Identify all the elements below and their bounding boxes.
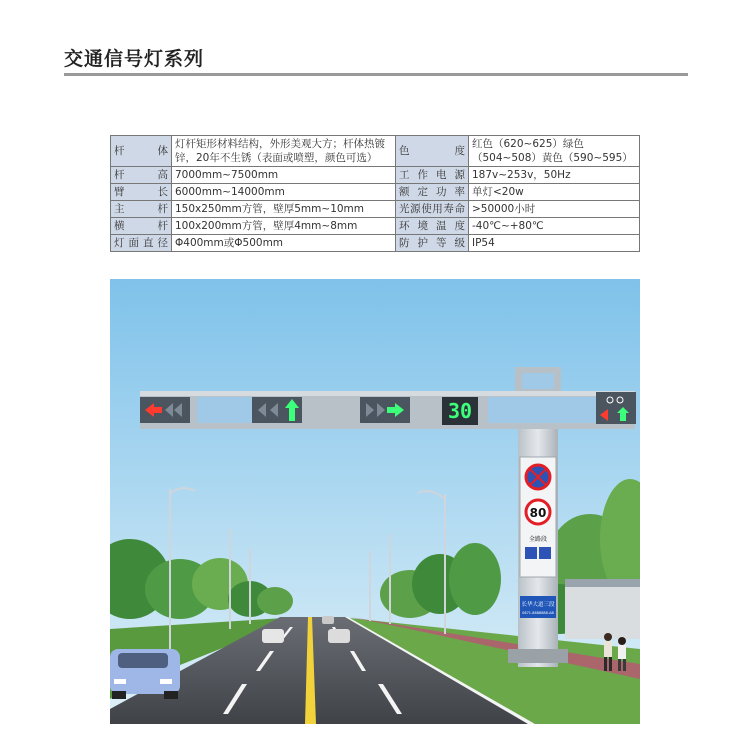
- spec-label: 横杆: [111, 218, 172, 235]
- spec-label: 色度: [396, 136, 469, 167]
- spec-value: 7000mm~7500mm: [172, 167, 396, 184]
- spec-label: 光源使用寿命: [396, 201, 469, 218]
- spec-value: 单灯<20w: [469, 184, 640, 201]
- table-row: [111, 201, 640, 218]
- svg-text:全路段: 全路段: [528, 536, 548, 543]
- spec-value: 187v~253v，50Hz: [469, 167, 640, 184]
- table-row: [111, 136, 640, 167]
- title-divider: [64, 73, 688, 76]
- spec-table: [110, 135, 640, 252]
- spec-value: -40℃~+80℃: [469, 218, 640, 235]
- spec-label: 防护等级: [396, 235, 469, 252]
- table-row: [111, 184, 640, 201]
- spec-label: 主杆: [111, 201, 172, 218]
- spec-label: 额定功率: [396, 184, 469, 201]
- spec-label: 工作电源: [396, 167, 469, 184]
- signal-head-left: [140, 397, 190, 423]
- signal-head-straight: [252, 397, 302, 423]
- spec-value: IP54: [469, 235, 640, 252]
- pole-base: [508, 649, 568, 663]
- countdown-number: 30: [447, 399, 473, 423]
- signal-head-bicycle: [596, 392, 636, 424]
- spec-value: 灯杆矩形材料结构，外形美观大方；杆体热镀锌，20年不生锈（表面或喷塑，颜色可选）: [172, 136, 396, 167]
- spec-label: 灯面直径: [111, 235, 172, 252]
- spec-label: 杆体: [111, 136, 172, 167]
- signal-head-right: [360, 397, 410, 423]
- page-title: 交通信号灯系列: [64, 48, 205, 70]
- street-name-sign: [520, 596, 556, 618]
- svg-text:80: 80: [529, 506, 547, 520]
- svg-text:0871-8888888-AB: 0871-8888888-AB: [522, 611, 554, 615]
- svg-text:长华大道三段: 长华大道三段: [521, 602, 555, 608]
- spec-label: 臂长: [111, 184, 172, 201]
- table-row: [111, 235, 640, 252]
- spec-value: 6000mm~14000mm: [172, 184, 396, 201]
- spec-value: 红色（620~625）绿色（504~508）黄色（590~595）: [469, 136, 640, 167]
- spec-label: 杆高: [111, 167, 172, 184]
- road-sign-panel: [520, 457, 556, 577]
- spec-value: 150x250mm方管，壁厚5mm~10mm: [172, 201, 396, 218]
- building: [565, 584, 640, 639]
- spec-value: Φ400mm或Φ500mm: [172, 235, 396, 252]
- table-row: [111, 218, 640, 235]
- traffic-light-photo: [110, 279, 640, 724]
- spec-value: >50000小时: [469, 201, 640, 218]
- countdown-display: [442, 397, 478, 425]
- spec-label: 环境温度: [396, 218, 469, 235]
- spec-value: 100x200mm方管，壁厚4mm~8mm: [172, 218, 396, 235]
- car-front: [110, 649, 180, 699]
- table-row: [111, 167, 640, 184]
